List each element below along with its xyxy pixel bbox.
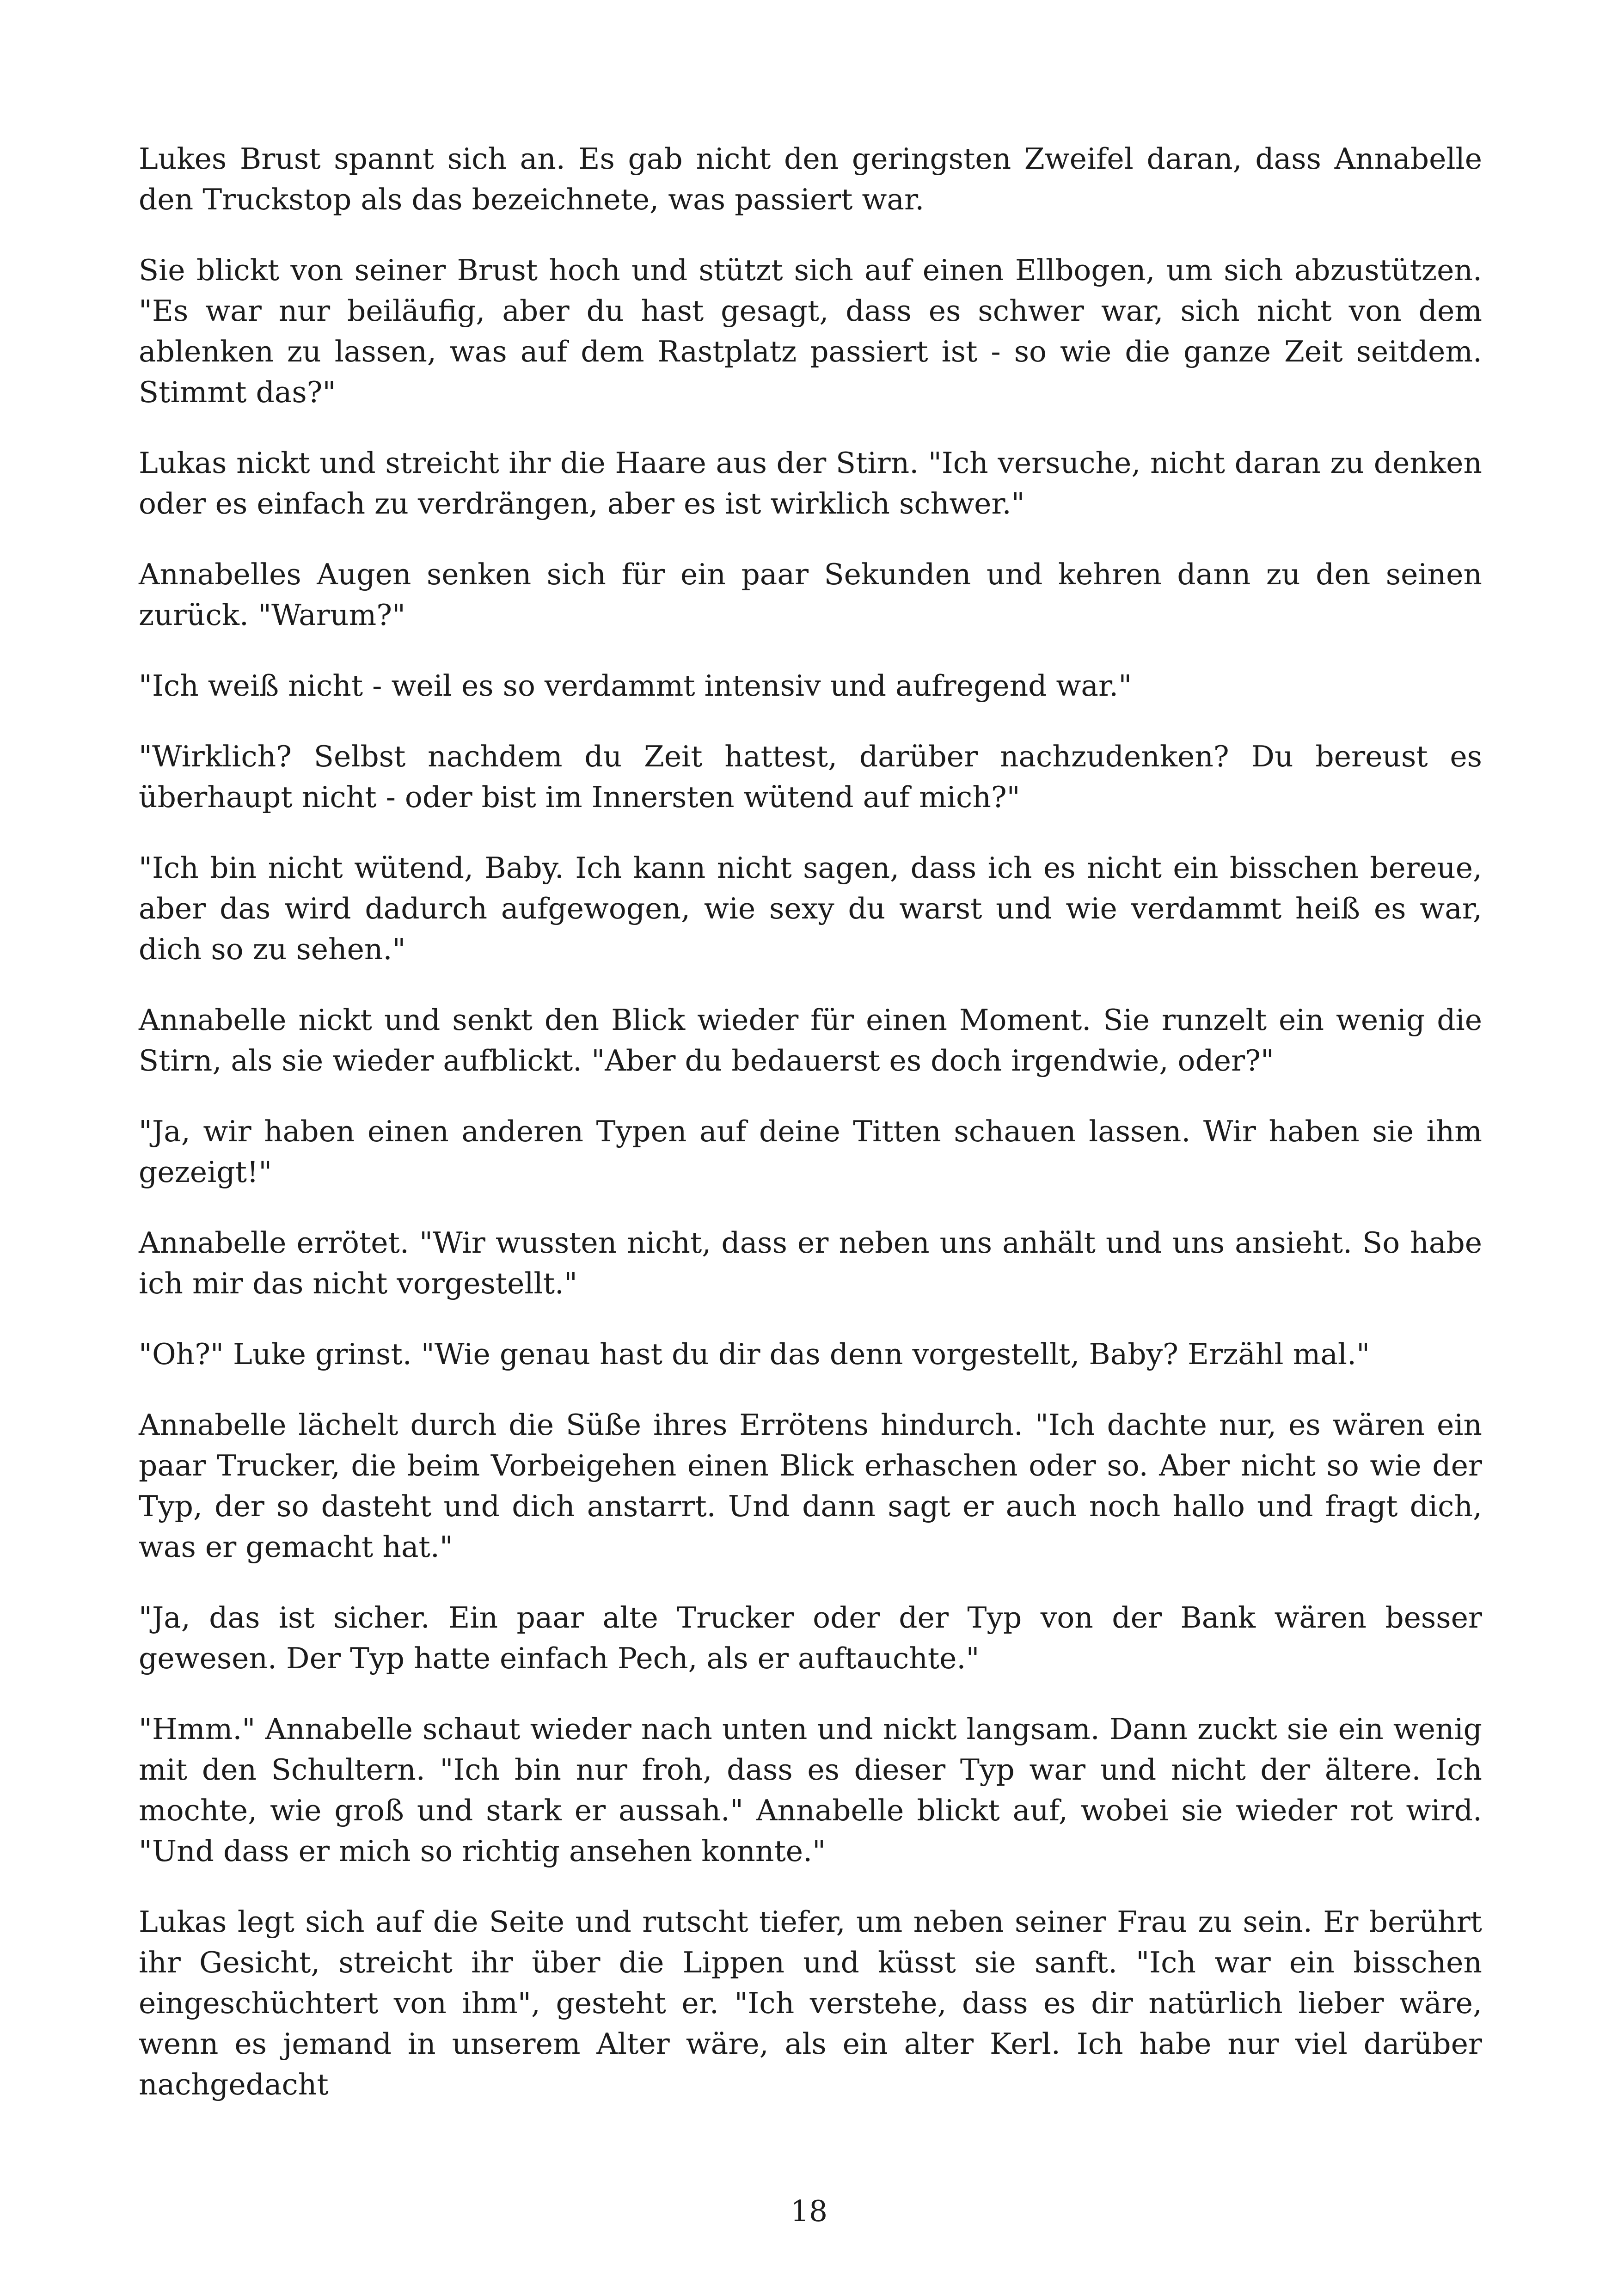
paragraph: "Oh?" Luke grinst. "Wie genau hast du dir das denn vorgestellt, Baby? Erzähl mal."	[139, 1337, 1370, 1371]
paragraph: "Wirklich? Selbst nachdem du Zeit hattest, darüber nachzudenken? Du bereust es überhaupt nicht - oder bist im Innersten wütend auf mich?"	[139, 740, 1482, 814]
paragraph: "Ja, das ist sicher. Ein paar alte Trucker oder der Typ von der Bank wären besser gewesen. Der Typ hatte einfach Pech, als er auftauchte."	[139, 1601, 1482, 1675]
paragraph: Annabelle lächelt durch die Süße ihres Errötens hindurch. "Ich dachte nur, es wären ein paar Trucker, die beim Vorbeigehen einen Blick erhaschen oder so. Aber nicht so wie der Typ, der so dasteht und dich anstarrt. Und dann sagt er auch noch hallo und fragt dich, was er gemacht hat."	[139, 1408, 1482, 1564]
paragraph: Sie blickt von seiner Brust hoch und stützt sich auf einen Ellbogen, um sich abzustützen. "Es war nur beiläufig, aber du hast gesagt, dass es schwer war, sich nicht von dem ablenken zu lassen, was auf dem Rastplatz passiert ist - so wie die ganze Zeit seitdem. Stimmt das?"	[139, 253, 1482, 409]
paragraph: Annabelle nickt und senkt den Blick wieder für einen Moment. Sie runzelt ein wenig die Stirn, als sie wieder aufblickt. "Aber du bedauerst es doch irgendwie, oder?"	[139, 1003, 1482, 1078]
paragraph: Annabelles Augen senken sich für ein paar Sekunden und kehren dann zu den seinen zurück. "Warum?"	[139, 557, 1482, 632]
paragraph: Annabelle errötet. "Wir wussten nicht, dass er neben uns anhält und uns ansieht. So habe ich mir das nicht vorgestellt."	[139, 1226, 1482, 1300]
text-body	[139, 139, 1482, 2135]
paragraph: "Ja, wir haben einen anderen Typen auf deine Titten schauen lassen. Wir haben sie ihm gezeigt!"	[139, 1114, 1482, 1189]
paragraph: Lukas legt sich auf die Seite und rutscht tiefer, um neben seiner Frau zu sein. Er berührt ihr Gesicht, streicht ihr über die Lippen und küsst sie sanft. "Ich war ein bisschen eingeschüchtert von ihm", gesteht er. "Ich verstehe, dass es dir natürlich lieber wäre, wenn es jemand in unserem Alter wäre, als ein alter Kerl. Ich habe nur viel darüber nachgedacht	[139, 1905, 1482, 2101]
paragraph: "Ich weiß nicht - weil es so verdammt intensiv und aufregend war."	[139, 669, 1132, 703]
page-number: 18	[790, 2194, 828, 2228]
paragraph: Lukes Brust spannt sich an. Es gab nicht den geringsten Zweifel daran, dass Annabelle den Truckstop als das bezeichnete, was passiert war.	[139, 142, 1482, 216]
paragraph: "Ich bin nicht wütend, Baby. Ich kann nicht sagen, dass ich es nicht ein bisschen bereue, aber das wird dadurch aufgewogen, wie sexy du warst und wie verdammt heiß es war, dich so zu sehen."	[139, 851, 1482, 966]
paragraph: "Hmm." Annabelle schaut wieder nach unten und nickt langsam. Dann zuckt sie ein wenig mit den Schultern. "Ich bin nur froh, dass es dieser Typ war und nicht der ältere. Ich mochte, wie groß und stark er aussah." Annabelle blickt auf, wobei sie wieder rot wird. "Und dass er mich so richtig ansehen konnte."	[139, 1712, 1482, 1868]
paragraph: Lukas nickt und streicht ihr die Haare aus der Stirn. "Ich versuche, nicht daran zu denken oder es einfach zu verdrängen, aber es ist wirklich schwer."	[139, 446, 1482, 520]
